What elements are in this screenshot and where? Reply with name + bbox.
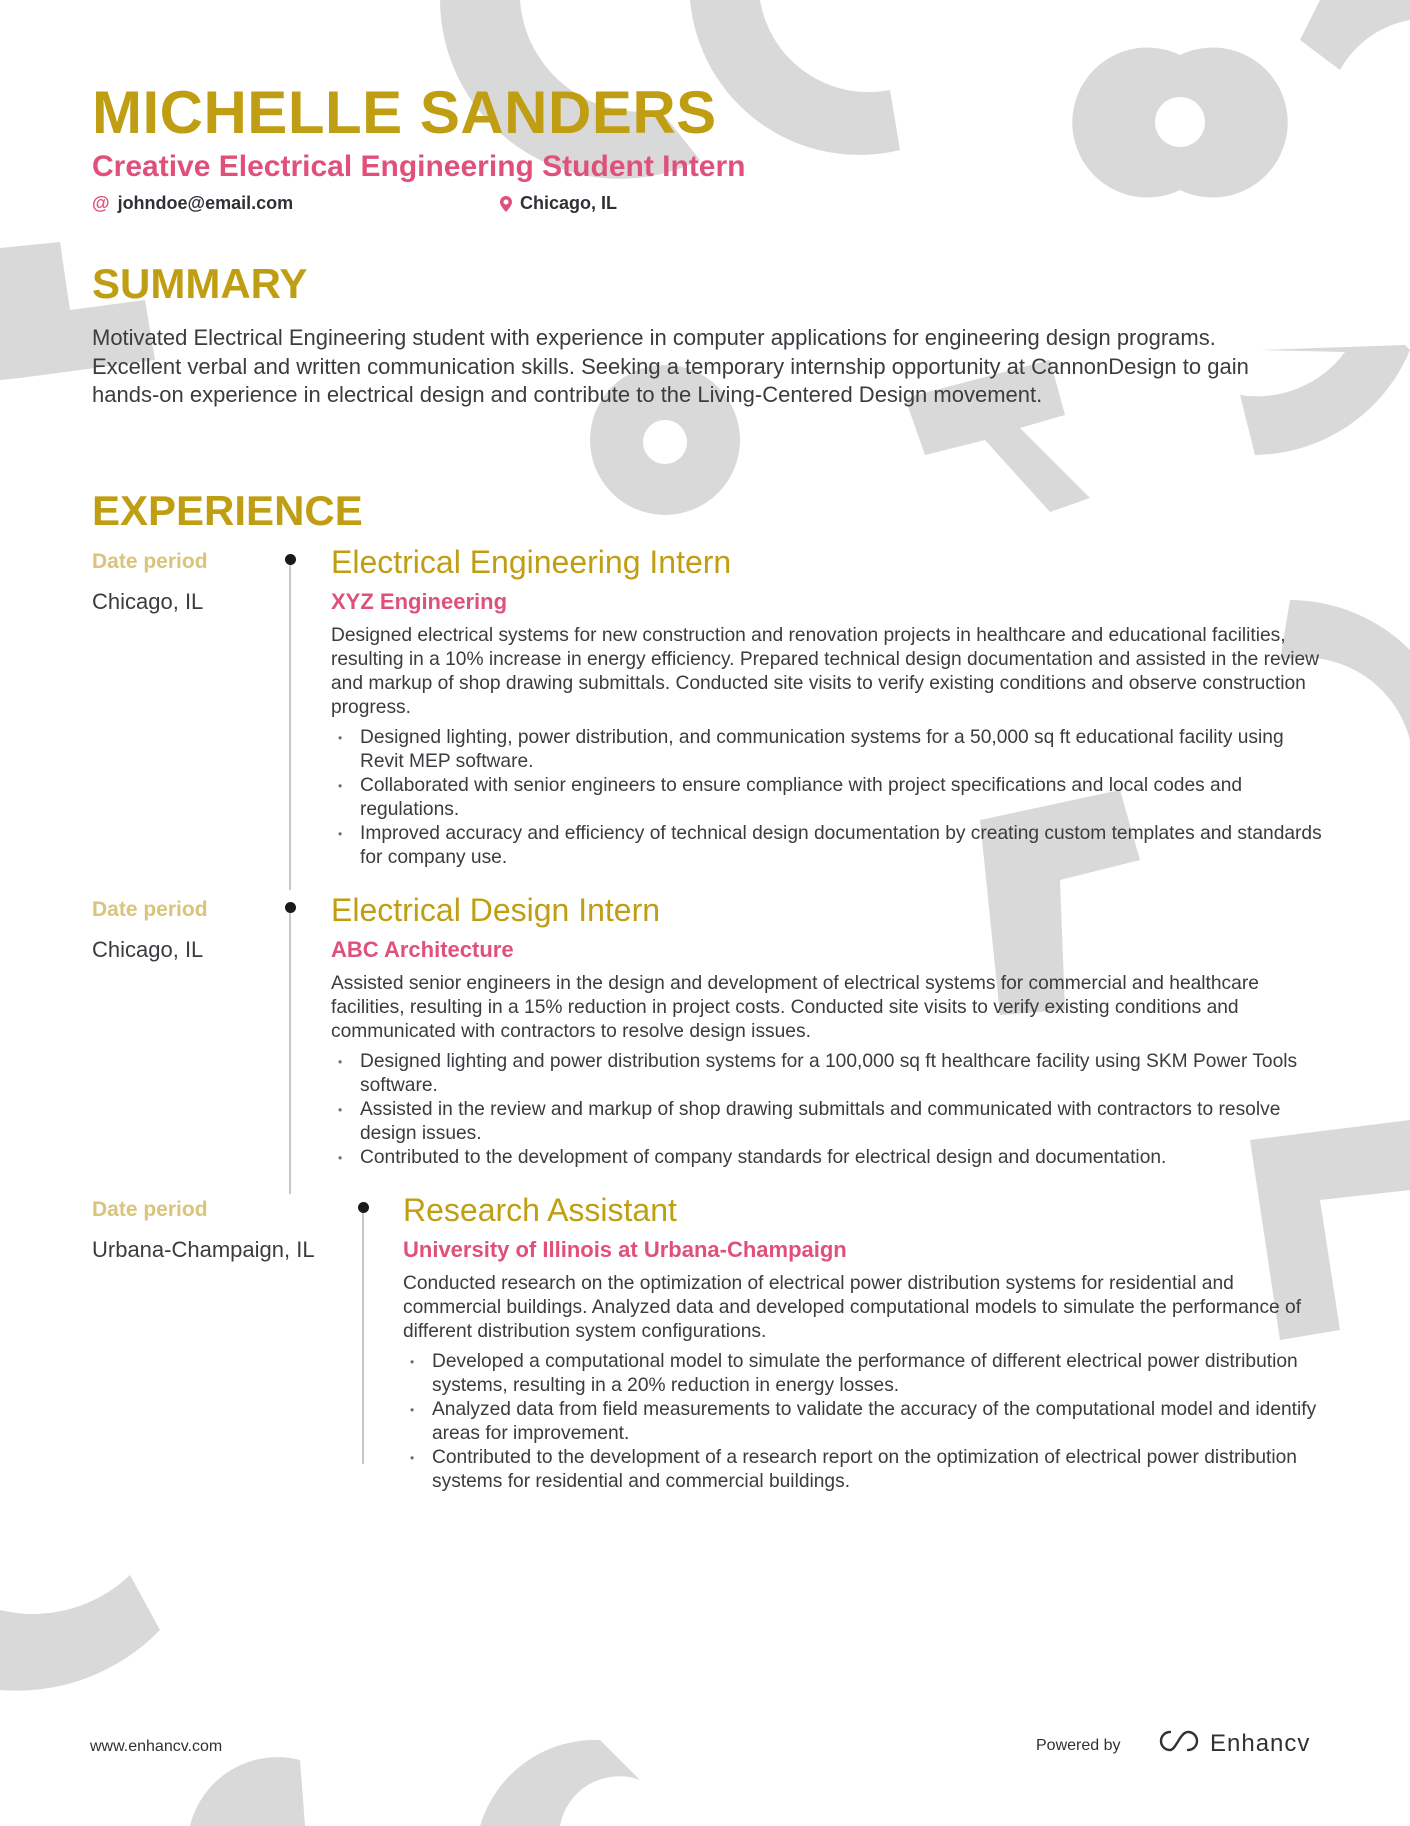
bullet-text: Developed a computational model to simulate the performance of different electrical power distribution systems, resulting in a 20% reduction in energy losses. bbox=[432, 1351, 1298, 1396]
timeline-rail bbox=[289, 908, 291, 1194]
bullet-item bbox=[331, 726, 1331, 774]
footer-website-link[interactable]: www.enhancv.com bbox=[90, 1738, 223, 1755]
entry-company: ABC Architecture bbox=[331, 937, 514, 962]
entry-bullets bbox=[331, 1050, 1331, 1170]
bullet-text: Collaborated with senior engineers to ensure compliance with project specifications and local codes and regulations. bbox=[360, 775, 1243, 820]
enhancv-logo-icon bbox=[1156, 1728, 1202, 1759]
bullet-dot-icon: • bbox=[338, 1103, 343, 1117]
bullet-dot-icon: • bbox=[338, 1055, 343, 1069]
at-icon: @ bbox=[92, 193, 110, 213]
entry-details bbox=[331, 544, 1331, 870]
powered-by-label: Powered by bbox=[1036, 1737, 1121, 1754]
entry-date: Date period bbox=[92, 550, 208, 573]
location-text: Chicago, IL bbox=[520, 193, 618, 213]
entry-date: Date period bbox=[92, 898, 208, 921]
candidate-headline: Creative Electrical Engineering Student Intern bbox=[92, 150, 746, 183]
bullet-dot-icon: • bbox=[338, 1151, 343, 1165]
bullet-dot-icon: • bbox=[410, 1355, 415, 1369]
timeline-dot bbox=[285, 554, 296, 565]
bullet-text: Designed lighting, power distribution, and communication systems for a 50,000 sq ft educational facility using Revit MEP software. bbox=[360, 727, 1284, 772]
timeline-rail bbox=[362, 1208, 364, 1464]
bullet-dot-icon: • bbox=[338, 731, 343, 745]
entry-bullets bbox=[331, 726, 1331, 870]
entry-role: Electrical Design Intern bbox=[331, 892, 661, 928]
bullet-item bbox=[331, 774, 1331, 822]
brand-name: Enhancv bbox=[1210, 1729, 1311, 1757]
entry-description: Assisted senior engineers in the design and development of electrical systems for commercial and healthcare facilities, resulting in a 15% reduction in project costs. Conducted site visits to verify existing conditions and communicated with contractors to resolve design issues. bbox=[331, 973, 1259, 1042]
bullet-item bbox=[403, 1350, 1333, 1398]
email-text: johndoe@email.com bbox=[117, 193, 294, 213]
entry-date: Date period bbox=[92, 1198, 208, 1221]
map-pin-icon bbox=[500, 196, 512, 212]
bullet-dot-icon: • bbox=[410, 1403, 415, 1417]
bullet-item bbox=[331, 1050, 1331, 1098]
entry-company: XYZ Engineering bbox=[331, 589, 508, 614]
entry-bullets bbox=[403, 1350, 1333, 1494]
entry-description: Conducted research on the optimization of electrical power distribution systems for residential and commercial buildings. Analyzed data and developed computational models to simulate the performance of different distribution system configurations. bbox=[403, 1273, 1302, 1342]
entry-details bbox=[331, 892, 1331, 1170]
entry-company: University of Illinois at Urbana-Champaign bbox=[403, 1237, 847, 1262]
contact-location bbox=[500, 193, 617, 214]
bullet-text: Analyzed data from field measurements to validate the accuracy of the computational model and identify areas for improvement. bbox=[432, 1399, 1317, 1444]
summary-title: SUMMARY bbox=[92, 260, 308, 307]
summary-text: Motivated Electrical Engineering student with experience in computer applications for engineering design programs. Excellent verbal and written communication skills. Seeking a temporary internship opportunity at CannonDesign to gain hands-on experience in electrical design and contribute to the Living-Centered Design movement. bbox=[92, 325, 1249, 407]
bullet-text: Assisted in the review and markup of shop drawing submittals and communicated with contractors to resolve design issues. bbox=[360, 1099, 1281, 1144]
entry-location: Urbana-Champaign, IL bbox=[92, 1237, 315, 1262]
bullet-text: Contributed to the development of a research report on the optimization of electrical power distribution systems for residential and commercial buildings. bbox=[432, 1447, 1297, 1492]
brand-logo[interactable] bbox=[1156, 1728, 1310, 1759]
bullet-item bbox=[403, 1446, 1333, 1494]
experience-title: EXPERIENCE bbox=[92, 487, 363, 534]
bullet-text: Designed lighting and power distribution systems for a 100,000 sq ft healthcare facility using SKM Power Tools software. bbox=[360, 1051, 1298, 1096]
bullet-item bbox=[403, 1398, 1333, 1446]
contact-email[interactable] bbox=[92, 193, 293, 214]
entry-location: Chicago, IL bbox=[92, 589, 204, 614]
bullet-text: Improved accuracy and efficiency of technical design documentation by creating custom templates and standards for company use. bbox=[360, 823, 1322, 868]
bullet-item bbox=[331, 1098, 1331, 1146]
bullet-dot-icon: • bbox=[338, 779, 343, 793]
bullet-item bbox=[331, 1146, 1331, 1170]
bullet-item bbox=[331, 822, 1331, 870]
entry-description: Designed electrical systems for new construction and renovation projects in healthcare and educational facilities, resulting in a 10% increase in energy efficiency. Prepared technical design documentation and assisted in the review and markup of shop drawing submittals. Conducted site visits to verify existing conditions and observe construction progress. bbox=[331, 625, 1320, 718]
timeline-dot bbox=[358, 1202, 369, 1213]
timeline-dot bbox=[285, 902, 296, 913]
entry-role: Electrical Engineering Intern bbox=[331, 544, 732, 580]
candidate-name: MICHELLE SANDERS bbox=[92, 79, 717, 146]
bullet-dot-icon: • bbox=[410, 1451, 415, 1465]
bullet-text: Contributed to the development of company standards for electrical design and documentation. bbox=[360, 1147, 1167, 1168]
entry-role: Research Assistant bbox=[403, 1192, 677, 1228]
entry-details bbox=[403, 1192, 1333, 1494]
bullet-dot-icon: • bbox=[338, 827, 343, 841]
entry-location: Chicago, IL bbox=[92, 937, 204, 962]
timeline-rail bbox=[289, 560, 291, 890]
